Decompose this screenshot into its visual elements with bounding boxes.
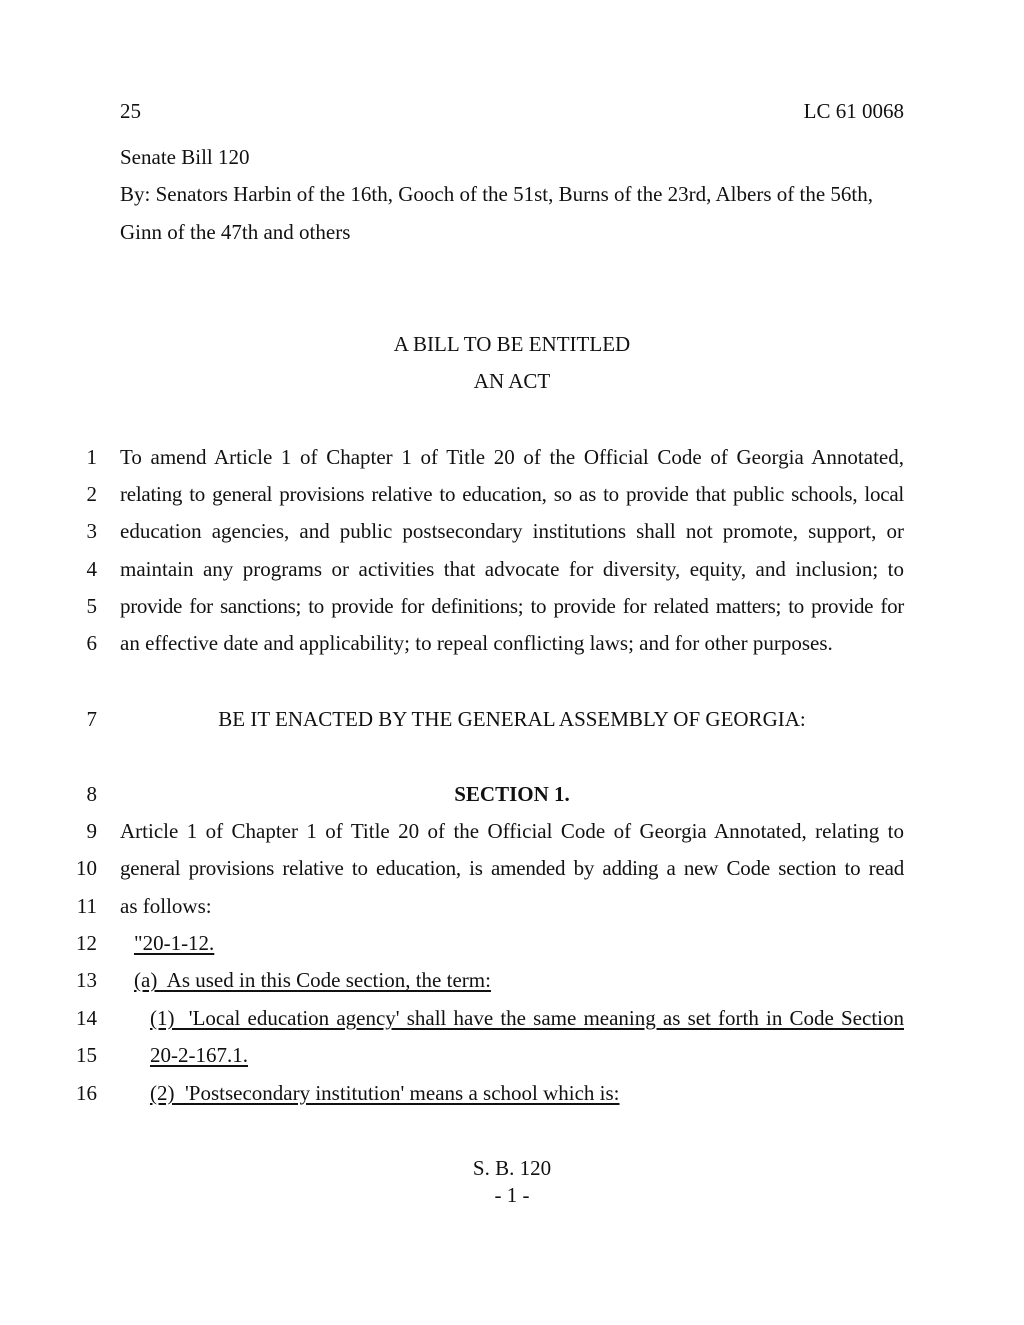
line-number: 11 — [76, 894, 97, 918]
line-number: 10 — [76, 856, 97, 880]
code-section-number: "20-1-12. — [134, 931, 215, 955]
bill-text-line: provide for sanctions; to provide for definitions; to provide for related matters; to provide for — [120, 594, 904, 618]
line-number: 6 — [86, 631, 97, 655]
definitions-subsection: (a) As used in this Code section, the term: — [134, 968, 491, 992]
line-number: 16 — [76, 1081, 97, 1105]
line-number: 7 — [86, 707, 97, 731]
enacting-clause: BE IT ENACTED BY THE GENERAL ASSEMBLY OF GEORGIA: — [218, 707, 806, 731]
bill-text-line: an effective date and applicability; to repeal conflicting laws; and for other purposes. — [120, 631, 833, 655]
bill-text-line: as follows: — [120, 894, 212, 918]
bill-text-line: general provisions relative to education, is amended by adding a new Code section to read — [120, 856, 904, 880]
bill-text-line: education agencies, and public postsecondary institutions shall not promote, support, or — [120, 519, 904, 543]
line-number: 13 — [76, 968, 97, 992]
line-number: 8 — [86, 782, 97, 806]
definition-item: (2) 'Postsecondary institution' means a school which is: — [150, 1081, 620, 1105]
line-number: 3 — [86, 519, 97, 543]
footer-bill-ref: S. B. 120 — [472, 1156, 552, 1180]
line-number: 12 — [76, 931, 97, 955]
bill-text-line: To amend Article 1 of Chapter 1 of Title 20 of the Official Code of Georgia Annotated, — [120, 445, 904, 469]
line-number: 4 — [86, 557, 97, 581]
bill-text-line: maintain any programs or activities that advocate for diversity, equity, and inclusion; to — [120, 557, 904, 581]
bill-name: Senate Bill 120 — [120, 145, 250, 169]
definition-item: (1) 'Local education agency' shall have the same meaning as set forth in Code Section — [150, 1006, 904, 1030]
line-number: 9 — [86, 819, 97, 843]
line-number: 1 — [86, 445, 97, 469]
definition-item-cont: 20-2-167.1. — [150, 1043, 248, 1067]
sponsors-line-2: Ginn of the 47th and others — [120, 220, 351, 244]
page-number: - 1 - — [494, 1183, 530, 1207]
bill-text-line: Article 1 of Chapter 1 of Title 20 of the Official Code of Georgia Annotated, relating to — [120, 819, 904, 843]
lc-number: LC 61 0068 — [803, 99, 904, 123]
bill-text-line: relating to general provisions relative to education, so as to provide that public schools, local — [120, 482, 904, 506]
line-number: 14 — [76, 1006, 97, 1030]
line-number: 2 — [86, 482, 97, 506]
section-heading: SECTION 1. — [454, 782, 570, 806]
title-line-1: A BILL TO BE ENTITLED — [393, 332, 631, 356]
line-number: 15 — [76, 1043, 97, 1067]
sponsors-line-1: By: Senators Harbin of the 16th, Gooch of the 51st, Burns of the 23rd, Albers of the 56th, — [120, 182, 873, 206]
line-number: 5 — [86, 594, 97, 618]
session-number: 25 — [120, 99, 141, 123]
title-line-2: AN ACT — [473, 369, 551, 393]
